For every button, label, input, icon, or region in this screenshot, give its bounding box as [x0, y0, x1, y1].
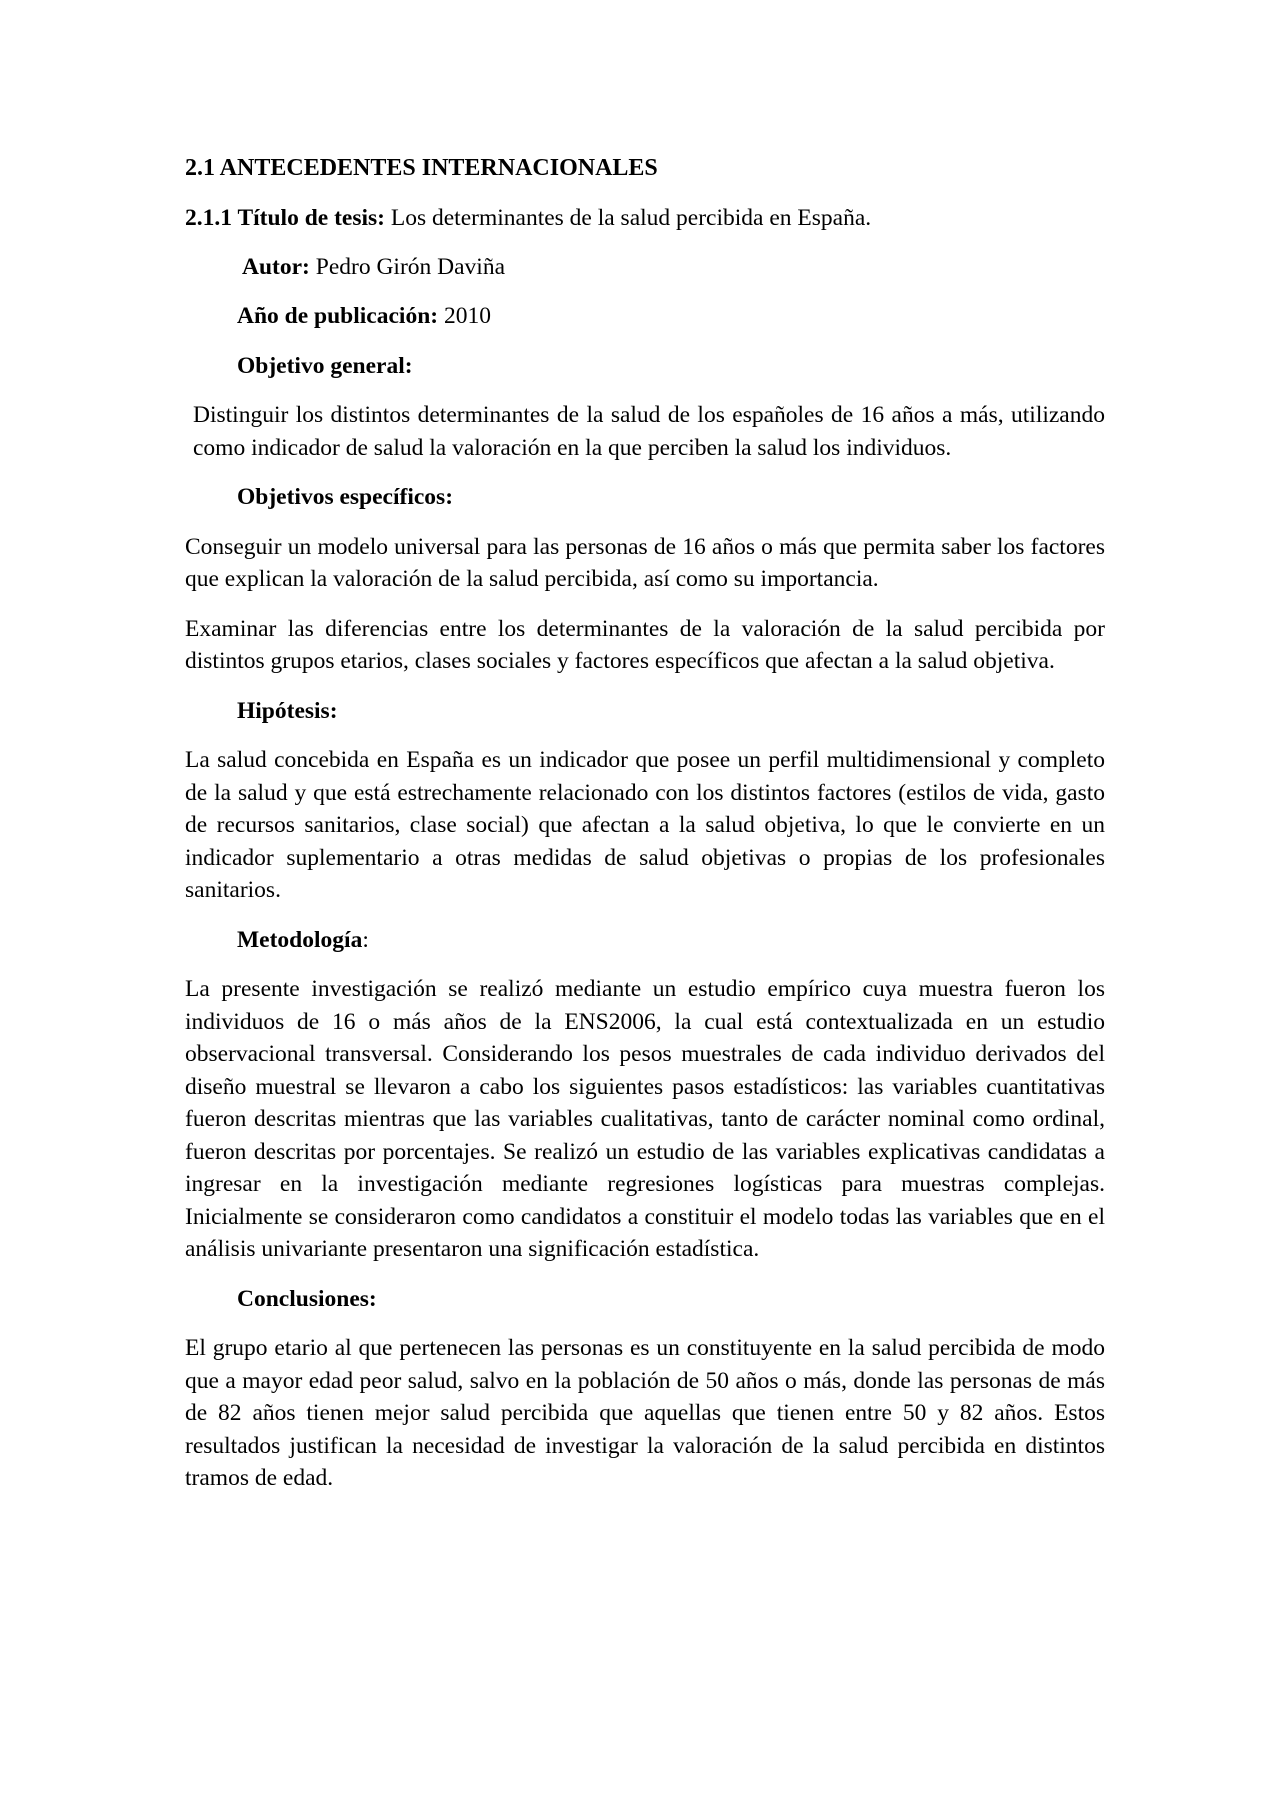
author-line	[185, 251, 1105, 284]
general-objective-text: Distinguir los distintos determinantes de la salud de los españoles de 16 años a más, utilizando como indicador de salud la valoración en la que perciben la salud los individuos.	[193, 402, 1105, 461]
specific-objective-1: Conseguir un modelo universal para las personas de 16 años o más que permita saber los factores que explican la valoración de la salud percibida, así como su importancia.	[185, 533, 1105, 592]
methodology-heading	[185, 924, 1105, 957]
methodology-label: Metodología	[237, 926, 363, 953]
thesis-title-label: 2.1.1 Título de tesis:	[185, 205, 385, 231]
methodology-colon: :	[362, 926, 369, 953]
year-label: Año de publicación:	[237, 303, 439, 329]
year-value: 2010	[438, 303, 491, 329]
conclusions-heading: Conclusiones:	[237, 1285, 377, 1312]
specific-objectives-heading: Objetivos específicos:	[237, 484, 454, 510]
document-content	[185, 150, 1105, 1512]
hypothesis-heading: Hipótesis:	[237, 697, 338, 724]
thesis-title-line	[185, 202, 1105, 235]
hypothesis-text: La salud concebida en España es un indicador que posee un perfil multidimensional y completo de la salud y que está estrechamente relacionado con los distintos factores (estilos de vida, gasto de recursos sanitarios, clase social) que afectan a la salud objetiva, lo que le convierte en un indicador suplementario a otras medidas de salud objetivas o propias de los profesionales sanitarios.	[185, 747, 1105, 903]
author-label: Autor:	[242, 253, 310, 280]
section-heading: 2.1 ANTECEDENTES INTERNACIONALES	[185, 155, 658, 181]
specific-objective-2: Examinar las diferencias entre los determinantes de la valoración de la salud percibida por distintos grupos etarios, clases sociales y factores específicos que afectan a la salud objetiva.	[185, 615, 1105, 674]
author-value: Pedro Girón Daviña	[309, 253, 506, 280]
thesis-title-value: Los determinantes de la salud percibida en España.	[384, 205, 872, 231]
general-objective-heading: Objetivo general:	[237, 352, 413, 379]
methodology-text: La presente investigación se realizó mediante un estudio empírico cuya muestra fueron los individuos de 16 o más años de la ENS2006, la cual está contextualizada en un estudio observacional transversal. Considerando los pesos muestrales de cada individuo derivados del diseño muestral se llevaron a cabo los siguientes pasos estadísticos: las variables cuantitativas fueron descritas mientras que las variables cualitativas, tanto de carácter nominal como ordinal, fueron descritas por porcentajes. Se realizó un estudio de las variables explicativas candidatas a ingresar en la investigación mediante regresiones logísticas para muestras complejas. Inicialmente se consideraron como candidatos a constituir el modelo todas las variables que en el análisis univariante presentaron una significación estadística.	[185, 976, 1105, 1262]
conclusions-text: El grupo etario al que pertenecen las personas es un constituyente en la salud percibida de modo que a mayor edad peor salud, salvo en la población de 50 años o más, donde las personas de más de 82 años tienen mejor salud percibida que aquellas que tienen entre 50 y 82 años. Estos resultados justifican la necesidad de investigar la valoración de la salud percibida en distintos tramos de edad.	[185, 1335, 1105, 1491]
year-line	[185, 300, 1105, 333]
